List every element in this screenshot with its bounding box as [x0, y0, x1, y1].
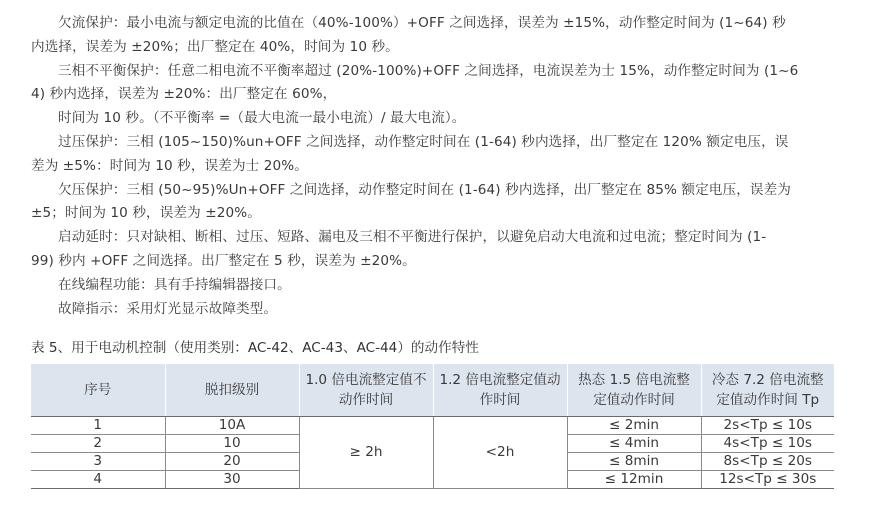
text-line: 内选择，误差为 ±20%；出厂整定在 40%，时间为 10 秒。	[31, 38, 399, 55]
text-line: 时间为 10 秒。（不平衡率 =（最大电流一最小电流）/ 最大电流）。	[58, 110, 466, 127]
paragraph-overvoltage	[0, 131, 874, 179]
cell-hot-time: ≤ 8min	[567, 453, 701, 471]
cell-trip-class: 20	[165, 453, 299, 471]
header-cell-cold-7-2x: 冷态 7.2 倍电流整定值动作时间 Tp	[701, 364, 834, 417]
cell-cold-time: 4s<Tp ≤ 10s	[701, 435, 834, 453]
paragraph-unbalance	[0, 60, 874, 131]
text-line: 欠流保护：最小电流与额定电流的比值在（40%-100%）+OFF 之间选择，误差为 ±15%，动作整定时间为 (1~64) 秒	[58, 15, 786, 31]
cell-hot-time: ≤ 12min	[567, 471, 701, 489]
header-cell-1-2x: 1.2 倍电流整定值动作时间	[433, 364, 567, 417]
cell-hot-time: ≤ 4min	[567, 435, 701, 453]
text-line: 4) 秒内选择，误差为 ±20%：出厂整定在 60%，	[31, 86, 337, 103]
header-cell-trip-class: 脱扣级别	[165, 364, 299, 417]
text-line: 99) 秒内 +OFF 之间选择。出厂整定在 5 秒，误差为 ±20%。	[31, 252, 416, 269]
cell-no: 1	[31, 417, 165, 435]
paragraph-start-delay	[0, 226, 874, 274]
cell-cold-time: 12s<Tp ≤ 30s	[701, 471, 834, 489]
cell-no: 2	[31, 435, 165, 453]
text-line: 故障指示：采用灯光显示故障类型。	[58, 300, 278, 317]
action-characteristics-table	[31, 364, 834, 489]
paragraph-undercurrent	[0, 12, 874, 60]
text-line: ±5；时间为 10 秒，误差为 ±20%。	[31, 205, 261, 222]
cell-cold-time: 2s<Tp ≤ 10s	[701, 417, 834, 435]
text-line: 在线编程功能：具有手持编辑器接口。	[58, 276, 291, 293]
text-line: 启动延时：只对缺相、断相、过压、短路、漏电及三相不平衡进行保护，以避免启动大电流和过电流；整定时间为 (1-	[58, 229, 767, 246]
table-row	[31, 417, 834, 435]
cell-hot-time: ≤ 2min	[567, 417, 701, 435]
text-line: 欠压保护：三相 (50~95)%Un+OFF 之间选择，动作整定时间在 (1-64) 秒内选择，出厂整定在 85% 额定电压，误差为	[58, 181, 791, 198]
cell-trip-class: 10A	[165, 417, 299, 435]
text-line: 三相不平衡保护：任意二相电流不平衡率超过 (20%-100%)+OFF 之间选择，电流误差为士 15%，动作整定时间为 (1~6	[58, 62, 799, 79]
cell-trip-class: 30	[165, 471, 299, 489]
header-cell-no: 序号	[31, 364, 165, 417]
paragraph-undervoltage	[0, 179, 874, 227]
paragraph-online-programming	[0, 274, 874, 298]
cell-trip-time: <2h	[433, 417, 567, 489]
body-text	[0, 12, 874, 321]
header-cell-hot-1-5x: 热态 1.5 倍电流整定值动作时间	[567, 364, 701, 417]
table-header-row	[31, 364, 834, 417]
cell-no: 3	[31, 453, 165, 471]
text-line: 过压保护：三相 (105~150)%un+OFF 之间选择，动作整定时间在 (1-64) 秒内选择，出厂整定在 120% 额定电压，误	[58, 133, 789, 150]
cell-cold-time: 8s<Tp ≤ 20s	[701, 453, 834, 471]
cell-no: 4	[31, 471, 165, 489]
header-cell-1-0x: 1.0 倍电流整定值不动作时间	[299, 364, 433, 417]
text-line: 差为 ±5%：时间为 10 秒，误差为士 20%。	[31, 157, 308, 174]
cell-trip-class: 10	[165, 435, 299, 453]
table-caption: 表 5、用于电动机控制（使用类别：AC-42、AC-43、AC-44）的动作特性	[31, 340, 479, 356]
paragraph-fault-indication	[0, 298, 874, 322]
cell-no-trip-time: ≥ 2h	[299, 417, 433, 489]
